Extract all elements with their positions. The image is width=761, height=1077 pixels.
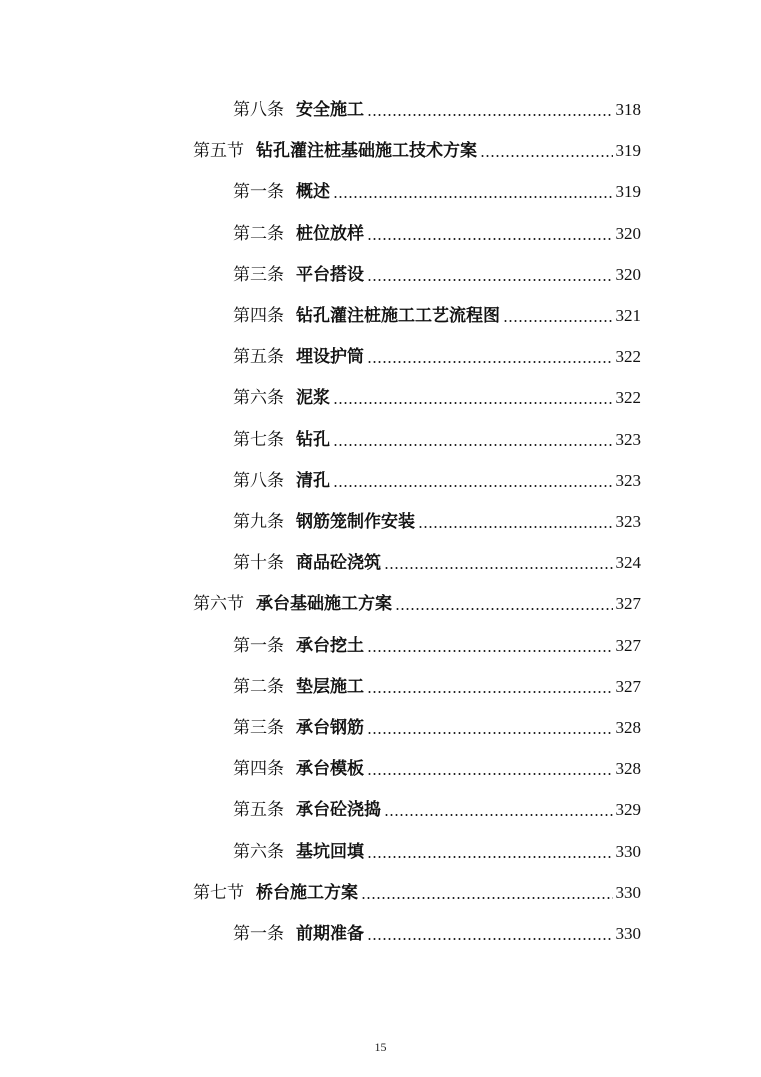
toc-dot-leader [333, 444, 613, 446]
toc-entry-page: 327 [615, 676, 641, 696]
toc-dot-leader [384, 814, 613, 816]
toc-section-entry[interactable] [193, 133, 641, 161]
toc-entry-number: 第六条 [233, 841, 284, 862]
toc-entry-number: 第一条 [233, 182, 284, 203]
toc-entry-page: 318 [615, 100, 641, 119]
toc-article-entry[interactable] [233, 751, 641, 779]
toc-article-entry[interactable] [233, 257, 641, 285]
toc-dot-leader [367, 691, 613, 693]
toc-article-entry[interactable] [233, 92, 641, 120]
toc-entry-title: 钻孔灌注桩基础施工技术方案 [256, 141, 477, 162]
toc-entry-number: 第七条 [233, 429, 284, 450]
toc-entry-page: 322 [615, 388, 641, 408]
toc-article-entry[interactable] [233, 792, 641, 820]
toc-entry-title: 桥台施工方案 [256, 882, 358, 903]
toc-article-entry[interactable] [233, 710, 641, 738]
toc-entry-title: 安全施工 [296, 100, 364, 120]
toc-article-entry[interactable] [233, 422, 641, 450]
toc-section-entry[interactable] [193, 875, 641, 903]
toc-entry-page: 319 [615, 141, 641, 161]
toc-article-entry[interactable] [233, 463, 641, 491]
toc-dot-leader [395, 608, 613, 610]
toc-dot-leader [367, 238, 613, 240]
toc-entry-page: 329 [615, 800, 641, 820]
toc-entry-title: 前期准备 [296, 924, 364, 944]
toc-entry-page: 323 [615, 429, 641, 449]
toc-entry-page: 330 [615, 882, 641, 902]
toc-entry-page: 328 [615, 759, 641, 779]
toc-dot-leader [367, 938, 613, 940]
toc-entry-page: 330 [615, 841, 641, 861]
toc-dot-leader [367, 732, 613, 734]
toc-dot-leader [384, 567, 613, 569]
toc-entry-number: 第九条 [233, 512, 284, 532]
toc-article-entry[interactable] [233, 834, 641, 862]
toc-entry-page: 328 [615, 718, 641, 737]
toc-dot-leader [367, 856, 613, 858]
toc-entry-title: 基坑回填 [296, 841, 364, 862]
toc-article-entry[interactable] [233, 174, 641, 202]
toc-dot-leader [503, 320, 613, 322]
toc-article-entry[interactable] [233, 669, 641, 697]
toc-entry-number: 第四条 [233, 306, 284, 326]
toc-dot-leader [333, 402, 613, 404]
toc-entry-page: 327 [615, 594, 641, 614]
toc-dot-leader [367, 650, 613, 652]
toc-entry-title: 承台砼浇捣 [296, 800, 381, 821]
toc-entry-title: 桩位放样 [296, 223, 364, 244]
toc-entry-title: 泥浆 [296, 388, 330, 409]
toc-entry-number: 第二条 [233, 676, 284, 697]
toc-article-entry[interactable] [233, 628, 641, 656]
toc-entry-page: 327 [615, 635, 641, 655]
toc-entry-number: 第八条 [233, 100, 284, 120]
toc-entry-number: 第七节 [193, 882, 244, 903]
toc-entry-page: 319 [615, 182, 641, 202]
toc-article-entry[interactable] [233, 916, 641, 944]
toc-entry-title: 垫层施工 [296, 676, 364, 697]
toc-entry-page: 321 [615, 306, 641, 325]
toc-entry-number: 第五条 [233, 347, 284, 368]
toc-article-entry[interactable] [233, 380, 641, 408]
toc-article-entry[interactable] [233, 504, 641, 532]
toc-dot-leader [418, 526, 613, 528]
toc-entry-number: 第六条 [233, 388, 284, 409]
toc-entry-title: 承台模板 [296, 759, 364, 780]
toc-entry-number: 第五条 [233, 800, 284, 821]
toc-entry-title: 承台基础施工方案 [256, 594, 392, 615]
toc-entry-page: 330 [615, 924, 641, 943]
toc-section-entry[interactable] [193, 586, 641, 614]
toc-article-entry[interactable] [233, 216, 641, 244]
toc-entry-number: 第三条 [233, 264, 284, 285]
toc-entry-number: 第一条 [233, 635, 284, 656]
toc-entry-title: 清孔 [296, 470, 330, 491]
toc-dot-leader [367, 279, 613, 281]
toc-entry-page: 320 [615, 264, 641, 284]
toc-entry-title: 埋设护筒 [296, 347, 364, 368]
toc-article-entry[interactable] [233, 298, 641, 326]
toc-entry-title: 钻孔 [296, 429, 330, 450]
toc-entry-number: 第三条 [233, 718, 284, 738]
toc-article-entry[interactable] [233, 545, 641, 573]
toc-entry-number: 第十条 [233, 553, 284, 574]
page-number: 15 [374, 1040, 387, 1054]
toc-entry-number: 第四条 [233, 759, 284, 780]
toc-entry-number: 第六节 [193, 594, 244, 615]
toc-dot-leader [480, 155, 613, 157]
toc-dot-leader [367, 114, 613, 116]
toc-entry-title: 承台钢筋 [296, 718, 364, 738]
toc-dot-leader [361, 897, 613, 899]
toc-article-entry[interactable] [233, 339, 641, 367]
toc-dot-leader [367, 361, 613, 363]
toc-entry-title: 承台挖土 [296, 635, 364, 656]
toc-dot-leader [367, 773, 613, 775]
toc-entry-title: 概述 [296, 182, 330, 203]
toc-entry-title: 钻孔灌注桩施工工艺流程图 [296, 306, 500, 326]
toc-entry-title: 平台搭设 [296, 264, 364, 285]
toc-entry-number: 第一条 [233, 924, 284, 944]
toc-entry-page: 323 [615, 470, 641, 490]
toc-entry-number: 第二条 [233, 223, 284, 244]
toc-entry-page: 324 [615, 553, 641, 573]
toc-entry-number: 第八条 [233, 470, 284, 491]
toc-entry-number: 第五节 [193, 141, 244, 162]
toc-entry-page: 323 [615, 512, 641, 531]
toc-entry-title: 商品砼浇筑 [296, 553, 381, 574]
toc-entry-page: 322 [615, 347, 641, 367]
toc-entry-title: 钢筋笼制作安装 [296, 512, 415, 532]
toc-entry-page: 320 [615, 223, 641, 243]
toc-dot-leader [333, 196, 613, 198]
toc-dot-leader [333, 485, 613, 487]
